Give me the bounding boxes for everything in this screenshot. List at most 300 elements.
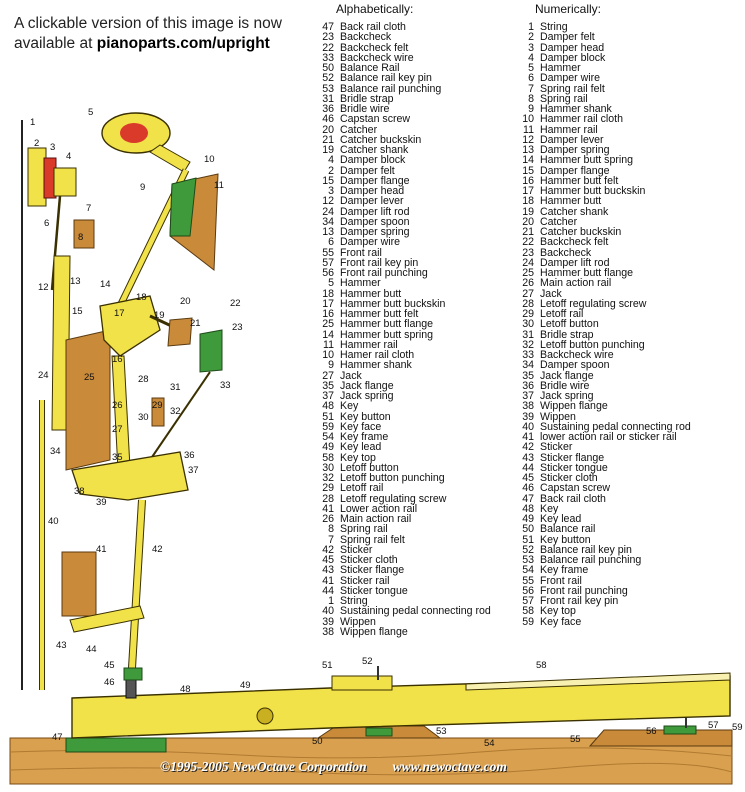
part-name: Key frame [340, 431, 389, 443]
part-number: 52 [322, 72, 334, 85]
part-name: Hammer rail [340, 338, 398, 351]
part-number: 17 [522, 185, 534, 197]
part-number: 7 [328, 533, 334, 546]
part-label-51[interactable]: 51 [322, 660, 333, 671]
part-number: 40 [322, 605, 334, 618]
part-name: Sustaining pedal connecting rod [540, 420, 691, 433]
part-name: Letoff regulating screw [540, 297, 647, 310]
part-label-19[interactable]: 19 [154, 310, 165, 321]
part-number: 34 [322, 215, 334, 228]
part-name: Back rail cloth [340, 21, 406, 33]
part-label-7[interactable]: 7 [86, 203, 92, 214]
part-number: 10 [522, 113, 534, 126]
part-number: 9 [328, 359, 334, 372]
part-label-38[interactable]: 38 [74, 486, 85, 497]
part-number: 57 [322, 256, 334, 269]
sticker-cloth [124, 668, 142, 680]
copyright-footer [160, 759, 507, 775]
part-name: Key [540, 502, 559, 515]
part-name: Key top [540, 605, 576, 618]
part-number: 23 [522, 246, 534, 259]
damper-block [54, 168, 76, 196]
part-number: 44 [322, 584, 334, 597]
part-name: Catcher buckskin [540, 226, 622, 238]
part-number: 14 [322, 328, 334, 341]
copyright-url[interactable]: www.newoctave.com [392, 759, 507, 774]
spring-rail [74, 220, 94, 248]
part-name: Hammer rail [540, 123, 598, 136]
part-number: 30 [322, 461, 334, 474]
part-label-11[interactable]: 11 [214, 180, 224, 191]
part-name: Sticker flange [540, 451, 605, 464]
part-name: Bridle strap [340, 92, 394, 105]
part-label-40[interactable]: 40 [48, 516, 59, 527]
part-label-21[interactable]: 21 [190, 318, 201, 329]
part-name: Hamer rail cloth [340, 349, 415, 361]
part-label-54[interactable]: 54 [484, 738, 495, 749]
part-name: Hammer butt flange [340, 318, 434, 331]
part-label-9[interactable]: 9 [140, 182, 146, 193]
part-number: 9 [528, 103, 534, 115]
part-name: Jack [340, 369, 362, 382]
part-number: 57 [522, 595, 534, 607]
part-label-27[interactable]: 27 [112, 424, 123, 435]
part-name: Backcheck felt [340, 41, 409, 54]
back-rail-cloth [66, 738, 166, 752]
part-name: Front rail key pin [340, 256, 419, 269]
part-number: 4 [528, 51, 534, 64]
part-name: Front rail [540, 574, 582, 587]
part-name: Front rail punching [540, 584, 628, 597]
part-name: Catcher [540, 215, 578, 228]
part-number: 22 [322, 41, 334, 54]
part-number: 23 [322, 31, 334, 44]
part-label-50[interactable]: 50 [312, 736, 323, 747]
part-number: 41 [322, 502, 334, 515]
part-name: Catcher shank [540, 205, 609, 218]
part-number: 38 [522, 400, 534, 413]
part-name: Hammer butt buckskin [340, 297, 446, 310]
part-name: Key lead [540, 513, 582, 525]
part-number: 6 [528, 72, 534, 85]
part-number: 31 [322, 92, 334, 105]
part-name: Damper lever [540, 133, 604, 146]
part-number: 25 [322, 318, 334, 331]
part-name: Letoff regulating screw [340, 492, 447, 505]
part-number: 24 [322, 205, 334, 218]
part-number: 28 [322, 492, 334, 505]
part-name: lower action rail or sticker rail [540, 431, 677, 443]
part-name: Damper block [540, 51, 606, 64]
part-number: 3 [528, 41, 534, 54]
part-name: Backcheck wire [540, 349, 614, 361]
part-name: Sticker [540, 441, 573, 454]
part-number: 36 [522, 379, 534, 392]
part-name: String [540, 21, 568, 33]
part-name: Damper spring [340, 226, 410, 238]
part-name: Damper flange [340, 174, 410, 187]
part-name: Hammer butt spring [540, 154, 634, 167]
key-button [332, 676, 392, 690]
part-label-30[interactable]: 30 [138, 412, 149, 423]
part-number: 47 [322, 21, 334, 33]
part-name: Key face [340, 420, 382, 433]
part-number: 7 [528, 82, 534, 95]
part-name: Wippen flange [340, 625, 408, 638]
part-number: 36 [322, 103, 334, 115]
part-name: Letoff rail [340, 482, 384, 495]
part-name: Balance Rail [340, 62, 400, 74]
part-number: 35 [522, 369, 534, 382]
part-number: 30 [522, 318, 534, 331]
part-number: 14 [522, 154, 534, 167]
part-label-34[interactable]: 34 [50, 446, 61, 457]
part-label-41[interactable]: 41 [96, 544, 107, 555]
front-rail-punching [664, 726, 696, 734]
part-label-18[interactable]: 18 [136, 292, 147, 303]
part-label-48[interactable]: 48 [180, 684, 191, 695]
promo-link[interactable]: pianoparts.com/upright [96, 35, 270, 52]
part-name: Damper wire [540, 72, 601, 85]
part-number: 49 [522, 513, 534, 525]
part-name: Backcheck [340, 31, 392, 44]
part-name: Main action rail [340, 513, 412, 525]
part-name: Key button [340, 410, 391, 423]
part-label-17[interactable]: 17 [114, 308, 125, 319]
part-number: 39 [522, 410, 534, 423]
part-name: Letoff button punching [540, 338, 645, 351]
part-name: Damper wire [340, 236, 401, 249]
part-label-49[interactable]: 49 [240, 680, 251, 691]
part-label-36[interactable]: 36 [184, 450, 195, 461]
part-number: 31 [522, 328, 534, 341]
part-name: Damper lift rod [340, 205, 410, 218]
part-number: 2 [528, 31, 534, 44]
part-number: 32 [322, 472, 334, 484]
part-label-44[interactable]: 44 [86, 644, 97, 655]
part-number: 42 [322, 543, 334, 556]
part-number: 15 [322, 174, 334, 187]
part-name: Wippen flange [540, 400, 608, 413]
part-name: Damper spoon [340, 215, 410, 228]
part-label-12[interactable]: 12 [38, 282, 49, 293]
part-label-15[interactable]: 15 [72, 306, 83, 317]
part-number: 5 [528, 62, 534, 74]
part-number: 35 [322, 379, 334, 392]
part-name: Wippen [340, 615, 376, 628]
promo-line-1: A clickable version of this image is now [14, 15, 282, 32]
part-label-2[interactable]: 2 [34, 138, 40, 149]
part-name: Balance rail punching [540, 554, 642, 566]
part-name: Capstan screw [340, 113, 411, 126]
part-label-42[interactable]: 42 [152, 544, 163, 555]
part-label-58[interactable]: 58 [536, 660, 547, 671]
part-name: Balance rail [540, 523, 596, 536]
part-name: Front rail punching [340, 267, 428, 279]
part-number: 48 [522, 502, 534, 515]
part-name: Lower action rail [340, 502, 418, 515]
part-number: 12 [522, 133, 534, 146]
part-number: 53 [522, 554, 534, 566]
part-name: Hammer butt [340, 287, 402, 300]
part-number: 55 [322, 246, 334, 259]
part-name: Damper block [340, 154, 406, 167]
part-label-24[interactable]: 24 [38, 370, 49, 381]
part-label-43[interactable]: 43 [56, 640, 67, 651]
part-name: Front rail [340, 246, 382, 259]
part-label-55[interactable]: 55 [570, 734, 581, 745]
part-label-8[interactable]: 8 [78, 232, 84, 243]
part-label-25[interactable]: 25 [84, 372, 95, 383]
part-name: Jack spring [540, 390, 594, 402]
part-name: Backcheck wire [340, 51, 414, 64]
part-name: Bridle wire [540, 379, 590, 392]
part-name: Spring rail [340, 523, 388, 536]
part-name: Backcheck [540, 246, 592, 259]
part-number: 54 [522, 564, 534, 577]
part-number: 56 [522, 584, 534, 597]
part-label-4[interactable]: 4 [66, 151, 72, 162]
part-number: 22 [522, 236, 534, 249]
part-label-45[interactable]: 45 [104, 660, 115, 671]
part-number: 24 [522, 256, 534, 269]
part-label-52[interactable]: 52 [362, 656, 373, 667]
part-name: Damper felt [540, 31, 595, 44]
part-number: 11 [523, 123, 534, 136]
part-number: 27 [522, 287, 534, 300]
part-name: Sticker tongue [540, 461, 608, 474]
part-number: 21 [322, 133, 334, 146]
part-label-35[interactable]: 35 [112, 452, 123, 463]
part-number: 41 [522, 431, 534, 443]
part-number: 18 [322, 287, 334, 300]
part-label-14[interactable]: 14 [100, 279, 111, 290]
part-number: 26 [322, 513, 334, 525]
part-name: String [340, 595, 368, 607]
catcher [168, 318, 192, 346]
part-number: 54 [322, 431, 334, 443]
part-number: 52 [522, 543, 534, 556]
part-number: 50 [522, 523, 534, 536]
part-number: 3 [328, 185, 334, 197]
part-name: Sticker cloth [340, 554, 398, 566]
part-name: Hammer butt felt [540, 174, 619, 187]
part-label-16[interactable]: 16 [112, 354, 123, 365]
part-number: 42 [522, 441, 534, 454]
part-name: Front rail key pin [540, 595, 619, 607]
part-name: Hammer [340, 277, 381, 290]
part-label-3[interactable]: 3 [50, 142, 56, 153]
part-name: Jack spring [340, 390, 394, 402]
part-name: Bridle strap [540, 328, 594, 341]
alphabetical-heading: Alphabetically: [336, 2, 414, 16]
part-number: 2 [328, 164, 334, 177]
front-rail [590, 730, 732, 746]
part-number: 41 [322, 574, 334, 587]
part-number: 38 [322, 625, 334, 638]
part-label-46[interactable]: 46 [104, 677, 115, 688]
hammer-molding [150, 145, 190, 172]
part-name: Damper spoon [540, 359, 610, 372]
part-name: Wippen [540, 410, 576, 423]
part-name: Damper lift rod [540, 256, 610, 269]
main-action-rail [66, 330, 110, 470]
part-name: Catcher shank [340, 144, 409, 156]
part-label-20[interactable]: 20 [180, 296, 191, 307]
part-name: Hammer butt felt [340, 308, 419, 320]
part-name: Damper head [540, 41, 605, 54]
part-number: 33 [522, 349, 534, 361]
part-number: 18 [522, 195, 534, 208]
part-label-56[interactable]: 56 [646, 726, 657, 737]
part-label-13[interactable]: 13 [70, 276, 81, 287]
part-name: Damper head [340, 185, 405, 197]
part-number: 13 [322, 226, 334, 238]
part-number: 6 [328, 236, 334, 249]
part-name: Key frame [540, 564, 589, 577]
part-number: 26 [522, 277, 534, 290]
part-name: Hammer [540, 62, 581, 74]
part-name: Letoff rail [540, 308, 584, 320]
part-label-5[interactable]: 5 [88, 107, 94, 118]
part-name: Spring rail [540, 92, 588, 105]
part-name: Main action rail [540, 277, 612, 290]
part-name: Hammer rail cloth [540, 113, 624, 126]
part-number: 16 [522, 174, 534, 187]
part-name: Letoff button punching [340, 472, 445, 484]
part-label-6[interactable]: 6 [44, 218, 50, 229]
part-label-53[interactable]: 53 [436, 726, 447, 737]
part-label-10[interactable]: 10 [204, 154, 215, 165]
part-number: 43 [522, 451, 534, 464]
part-name: Balance rail key pin [540, 543, 632, 556]
part-name: Sticker [340, 543, 373, 556]
part-label-1[interactable]: 1 [30, 117, 36, 128]
part-name: Hammer butt flange [540, 267, 634, 279]
part-number: 34 [522, 359, 534, 372]
part-label-32[interactable]: 32 [170, 406, 181, 417]
part-name: Catcher [340, 123, 378, 136]
part-name: Sticker flange [340, 564, 405, 577]
hammer-felt [120, 123, 148, 143]
part-name: Damper lever [340, 195, 404, 208]
lower-action-rail [62, 552, 96, 616]
part-name: Key lead [340, 441, 382, 454]
part-name: Back rail cloth [540, 492, 606, 505]
part-label-23[interactable]: 23 [232, 322, 243, 333]
part-label-39[interactable]: 39 [96, 497, 107, 508]
promo-prefix: available at [14, 35, 97, 52]
part-number: 40 [522, 420, 534, 433]
part-number: 50 [322, 62, 334, 74]
part-number: 28 [522, 297, 534, 310]
part-number: 13 [522, 144, 534, 156]
part-number: 33 [322, 51, 334, 64]
part-number: 43 [322, 564, 334, 577]
part-number: 39 [322, 615, 334, 628]
part-number: 20 [322, 123, 334, 136]
part-name: Sticker tongue [340, 584, 408, 597]
part-name: Spring rail felt [540, 82, 605, 95]
capstan-screw [126, 680, 136, 698]
part-number: 58 [322, 451, 334, 464]
key-lead [257, 708, 273, 724]
part-name: Sticker cloth [540, 472, 598, 484]
part-number: 10 [322, 349, 334, 361]
part-number: 15 [522, 164, 534, 177]
part-number: 19 [322, 144, 334, 156]
balance-rail-punching [366, 728, 392, 736]
part-number: 17 [322, 297, 334, 310]
part-name: Sticker rail [340, 574, 390, 587]
part-label-33[interactable]: 33 [220, 380, 231, 391]
part-name: Damper felt [340, 164, 395, 177]
part-label-59[interactable]: 59 [732, 722, 743, 733]
part-name: Key face [540, 615, 582, 628]
part-number: 32 [522, 338, 534, 351]
part-name: Spring rail felt [340, 533, 405, 546]
part-name: Hammer shank [340, 359, 412, 372]
part-number: 29 [522, 308, 534, 320]
part-name: Capstan screw [540, 482, 611, 495]
part-number: 25 [522, 267, 534, 279]
part-name: Hammer shank [540, 103, 612, 115]
part-name: Bridle wire [340, 103, 390, 115]
numerical-heading: Numerically: [535, 2, 602, 16]
part-label-22[interactable]: 22 [230, 298, 241, 309]
part-name: Hammer butt [540, 195, 602, 208]
part-number: 55 [522, 574, 534, 587]
part-label-31[interactable]: 31 [170, 382, 181, 393]
part-number: 16 [322, 308, 334, 320]
part-label-57[interactable]: 57 [708, 720, 719, 731]
part-number: 48 [322, 400, 334, 413]
part-number: 51 [322, 410, 334, 423]
part-name: Letoff button [340, 461, 399, 474]
part-number: 59 [322, 420, 334, 433]
part-name: Key [340, 400, 359, 413]
part-label-28[interactable]: 28 [138, 374, 149, 385]
part-number: 37 [322, 390, 334, 402]
part-name: Jack flange [340, 379, 394, 392]
part-number: 4 [328, 154, 334, 167]
damper-head [28, 148, 46, 206]
part-label-29[interactable]: 29 [152, 400, 163, 411]
part-number: 46 [522, 482, 534, 495]
part-number: 45 [322, 554, 334, 566]
part-number: 8 [528, 92, 534, 105]
part-number: 49 [322, 441, 334, 454]
part-name: Letoff button [540, 318, 599, 331]
part-label-37[interactable]: 37 [188, 465, 199, 476]
part-name: Hammer butt spring [340, 328, 434, 341]
part-number: 44 [522, 461, 534, 474]
part-label-47[interactable]: 47 [52, 732, 63, 743]
part-label-26[interactable]: 26 [112, 400, 123, 411]
part-number: 1 [328, 595, 334, 607]
part-name: Damper spring [540, 144, 610, 156]
part-number: 1 [528, 21, 534, 33]
part-number: 8 [328, 523, 334, 536]
part-name: Damper flange [540, 164, 610, 177]
part-number: 20 [522, 215, 534, 228]
part-number: 58 [522, 605, 534, 618]
part-number: 53 [322, 82, 334, 95]
part-name: Sustaining pedal connecting rod [340, 605, 491, 618]
part-number: 21 [522, 226, 534, 238]
part-name: Key button [540, 533, 591, 546]
part-name: Backcheck felt [540, 236, 609, 249]
